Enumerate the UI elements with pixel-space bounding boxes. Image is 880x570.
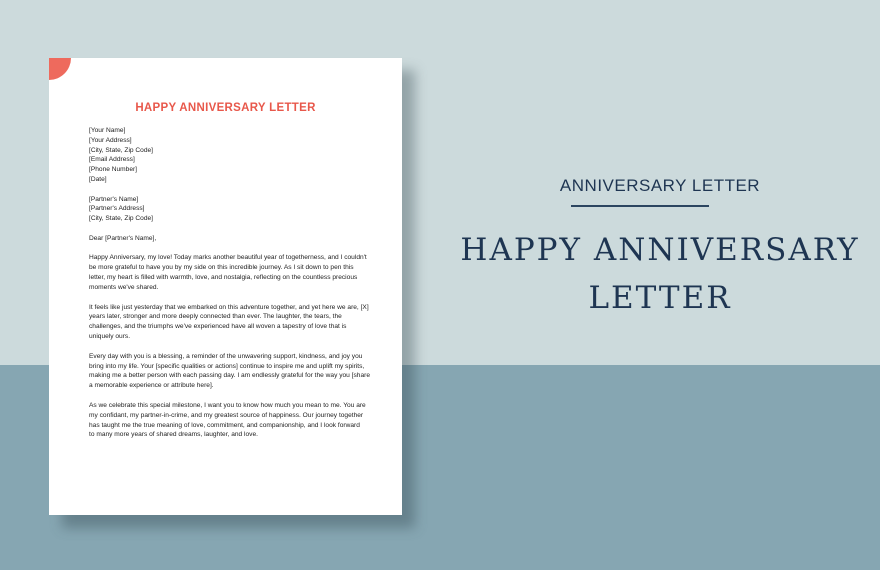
paragraph-line: It feels like just yesterday that we embarked on this adventure together, and yet here we are, [X] (89, 303, 369, 311)
paragraph-line: Happy Anniversary, my love! Today marks another beautiful year of togetherness, and I couldn't (89, 254, 367, 262)
salutation (89, 234, 367, 244)
promo-subtitle: ANNIVERSARY LETTER (559, 176, 761, 195)
paragraph-line: Every day with you is a blessing, a reminder of the unwavering support, kindness, and joy you (89, 352, 363, 360)
salutation-line: Dear [Partner's Name], (89, 234, 157, 242)
recipient-line: [City, State, Zip Code] (89, 215, 154, 223)
letter-page (49, 58, 402, 515)
paragraph-line: my confidant, my partner-in-crime, and my greatest source of happiness. Our journey together (89, 411, 364, 419)
paragraph-line: to many more years of shared dreams, laughter, and love. (89, 431, 258, 439)
letter-body (89, 126, 370, 450)
paragraph-line: has taught me the true meaning of love, commitment, and companionship, and I look forward (89, 421, 360, 429)
sender-line: [Your Address] (89, 136, 132, 144)
paragraph-line: making me a better person with each passing day. I am endlessly grateful for the way you [share (89, 372, 370, 380)
corner-decoration (49, 58, 71, 80)
recipient-line: [Partner's Address] (89, 205, 145, 213)
recipient-address (89, 195, 367, 224)
promo-divider (571, 205, 709, 207)
sender-line: [Date] (89, 175, 107, 183)
paragraph (89, 401, 367, 440)
sender-line: [Email Address] (89, 156, 135, 164)
recipient-line: [Partner's Name] (89, 195, 139, 203)
paragraph-line: years later, stronger and more deeply connected than ever. The laughter, the tears, the (89, 313, 342, 321)
promo-headline (440, 226, 880, 322)
sender-line: [Phone Number] (89, 166, 138, 174)
paragraph-line: letter, my heart is filled with warmth, love, and nostalgia, reflecting on the countless precious (89, 273, 358, 281)
paragraph (89, 303, 367, 342)
paragraph-line: moments we've shared. (89, 283, 159, 291)
sender-line: [City, State, Zip Code] (89, 146, 154, 154)
paragraph-line: As we celebrate this special milestone, I want you to know how much you mean to me. You are (89, 401, 366, 409)
letter-title: HAPPY ANNIVERSARY LETTER (135, 102, 316, 114)
paragraph-line: be more grateful to have you by my side on this incredible journey. As I sit down to pen this (89, 264, 354, 272)
paragraph-line: challenges, and the triumphs we've experienced have all woven a tapestry of love that is (89, 323, 347, 331)
paragraph-line: uniquely ours. (89, 332, 131, 340)
paragraph (89, 253, 367, 292)
sender-line: [Your Name] (89, 127, 126, 134)
headline-line: HAPPY ANNIVERSARY (460, 232, 860, 268)
paragraph (89, 352, 370, 391)
paragraph-line: a memorable experience or attribute here]. (89, 382, 214, 390)
headline-line: LETTER (588, 280, 732, 316)
sender-address (89, 126, 367, 185)
paragraph-line: bring into my life. Your [specific qualities or actions] continue to inspire me and uplift my spirits, (89, 362, 365, 370)
